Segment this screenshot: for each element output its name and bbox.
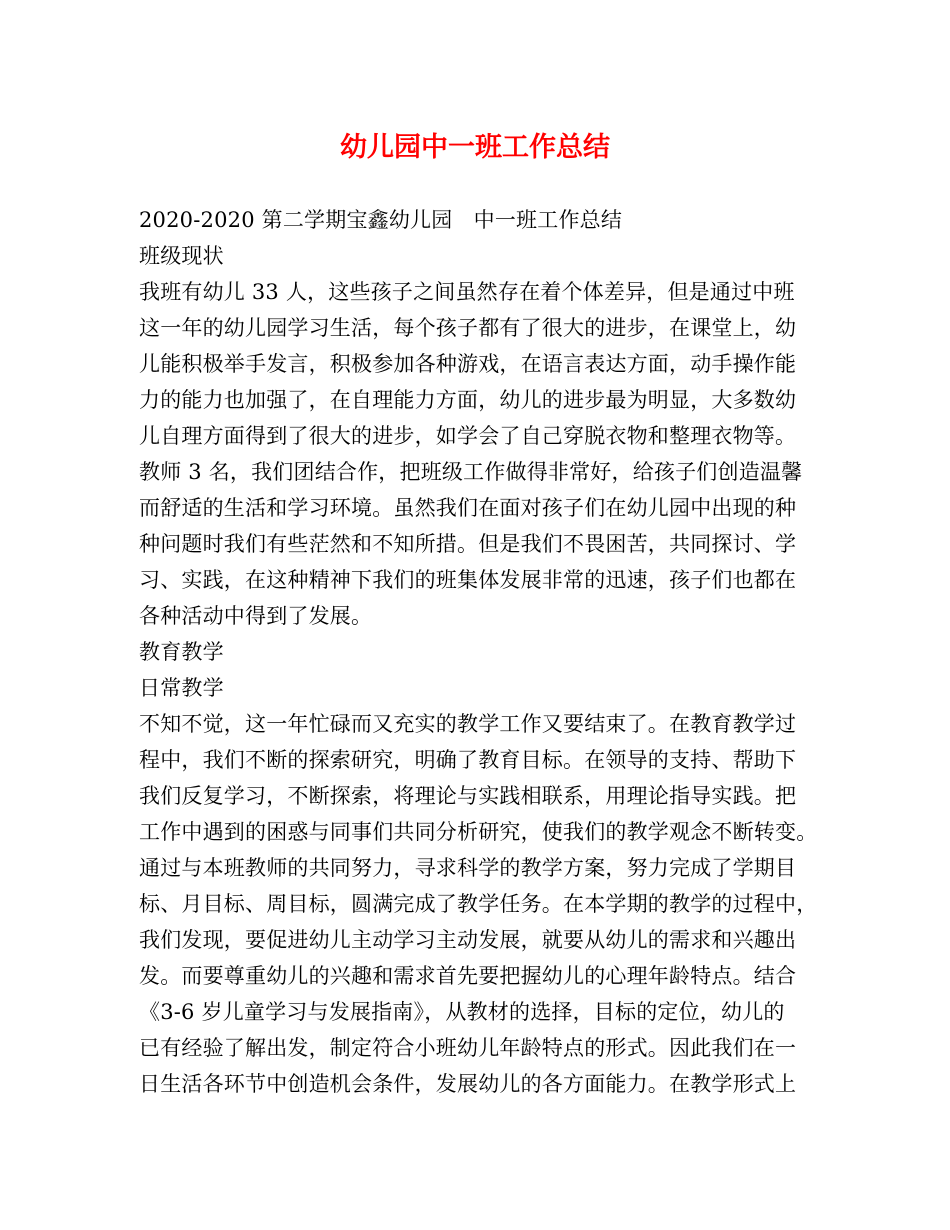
body-line: 日生活各环节中创造机会条件，发展幼儿的各方面能力。在教学形式上: [139, 1072, 797, 1096]
body-line: 儿能积极举手发言，积极参加各种游戏，在语言表达方面，动手操作能: [139, 352, 797, 376]
body-line: 而舒适的生活和学习环境。虽然我们在面对孩子们在幼儿园中出现的种: [139, 496, 797, 520]
body-line: 班级现状: [139, 244, 224, 268]
body-line: 日常教学: [139, 676, 224, 700]
body-line: 2020-2020 第二学期宝鑫幼儿园 中一班工作总结: [139, 208, 623, 232]
document-body: [139, 202, 839, 1102]
body-line: 《3-6 岁儿童学习与发展指南》，从教材的选择，目标的定位，幼儿的: [139, 1000, 785, 1024]
body-line: 我们发现，要促进幼儿主动学习主动发展，就要从幼儿的需求和兴趣出: [139, 928, 797, 952]
body-line: 各种活动中得到了发展。: [139, 604, 373, 628]
body-line: 不知不觉，这一年忙碌而又充实的教学工作又要结束了。在教育教学过: [139, 712, 797, 736]
body-line: 种问题时我们有些茫然和不知所措。但是我们不畏困苦，共同探讨、学: [139, 532, 797, 556]
body-line: 程中，我们不断的探索研究，明确了教育目标。在领导的支持、帮助下: [139, 748, 797, 772]
body-line: 我班有幼儿 33 人，这些孩子之间虽然存在着个体差异，但是通过中班: [139, 280, 795, 304]
body-line: 标、月目标、周目标，圆满完成了教学任务。在本学期的教学的过程中，: [139, 892, 818, 916]
body-line: 工作中遇到的困惑与同事们共同分析研究，使我们的教学观念不断转变。: [139, 820, 818, 844]
body-line: 教育教学: [139, 640, 224, 664]
body-line: 习、实践，在这种精神下我们的班集体发展非常的迅速，孩子们也都在: [139, 568, 797, 592]
body-line: 这一年的幼儿园学习生活，每个孩子都有了很大的进步，在课堂上，幼: [139, 316, 797, 340]
body-line: 通过与本班教师的共同努力，寻求科学的教学方案，努力完成了学期目: [139, 856, 797, 880]
body-line: 已有经验了解出发，制定符合小班幼儿年龄特点的形式。因此我们在一: [139, 1036, 797, 1060]
body-line: 我们反复学习，不断探索，将理论与实践相联系，用理论指导实践。把: [139, 784, 797, 808]
body-line: 力的能力也加强了，在自理能力方面，幼儿的进步最为明显，大多数幼: [139, 388, 797, 412]
body-line: 儿自理方面得到了很大的进步，如学会了自己穿脱衣物和整理衣物等。: [139, 424, 797, 448]
document-title: 幼儿园中一班工作总结: [340, 132, 610, 163]
body-line: 发。而要尊重幼儿的兴趣和需求首先要把握幼儿的心理年龄特点。结合: [139, 964, 797, 988]
body-line: 教师 3 名，我们团结合作，把班级工作做得非常好，给孩子们创造温馨: [139, 460, 803, 484]
